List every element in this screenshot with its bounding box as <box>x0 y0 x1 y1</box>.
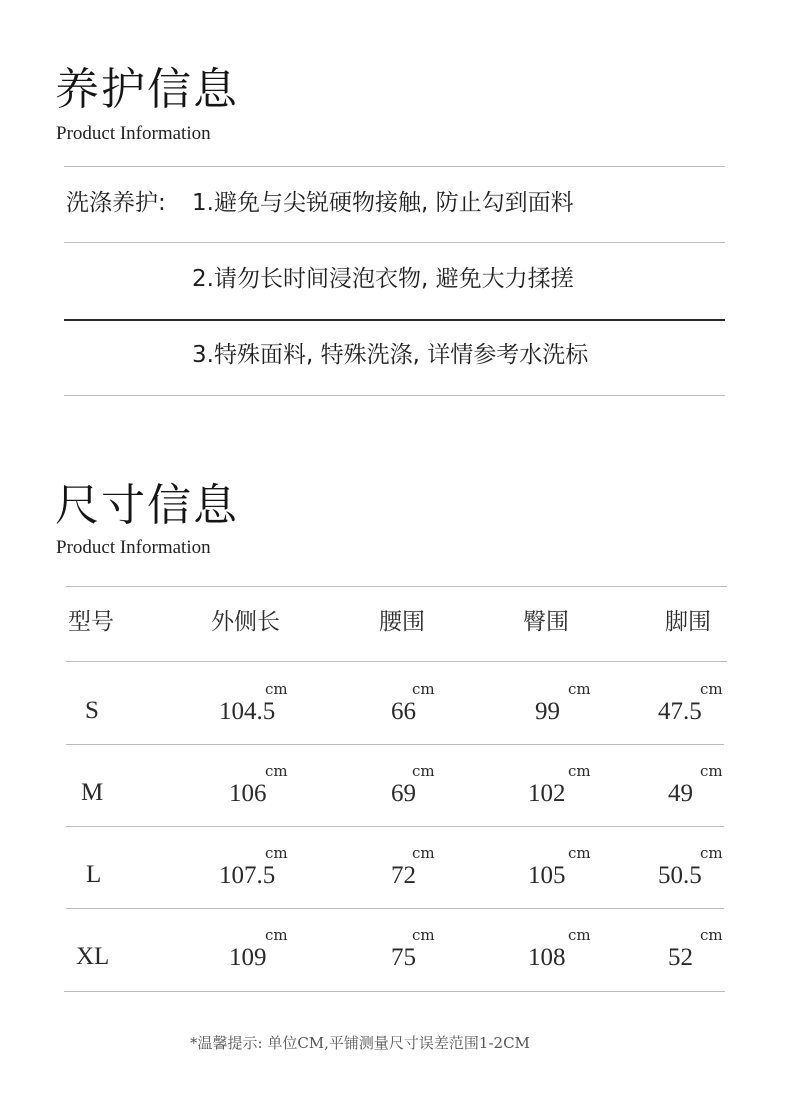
row-rule <box>66 826 724 827</box>
cell-value: 66 <box>391 698 416 725</box>
unit-label: cm <box>412 680 435 698</box>
divider-dark <box>64 319 725 321</box>
unit-label: cm <box>700 762 723 780</box>
header-hip: 臀围 <box>523 609 569 635</box>
header-size: 型号 <box>68 609 114 635</box>
size-title: 尺寸信息 <box>55 480 239 531</box>
divider <box>64 166 725 167</box>
row-rule <box>66 744 724 745</box>
size-note: *温馨提示: 单位CM,平铺测量尺寸误差范围1-2CM <box>190 1034 530 1052</box>
unit-label: cm <box>568 926 591 944</box>
row-size: L <box>86 861 102 888</box>
row-rule <box>66 908 724 909</box>
table-bottom-rule <box>64 991 725 992</box>
care-title: 养护信息 <box>55 64 239 115</box>
unit-label: cm <box>700 926 723 944</box>
care-item-1: 1.避免与尖锐硬物接触, 防止勾到面料 <box>192 190 574 216</box>
row-size: M <box>81 779 104 806</box>
unit-label: cm <box>568 844 591 862</box>
divider <box>64 395 725 396</box>
cell-value: 72 <box>391 862 416 889</box>
care-label: 洗涤养护: <box>66 190 166 216</box>
table-top-rule <box>66 586 727 587</box>
cell-value: 107.5 <box>219 862 276 889</box>
unit-label: cm <box>568 762 591 780</box>
cell-value: 50.5 <box>658 862 702 889</box>
cell-value: 75 <box>391 944 416 971</box>
cell-value: 105 <box>528 862 566 889</box>
row-size: S <box>85 697 99 724</box>
unit-label: cm <box>265 762 288 780</box>
cell-value: 47.5 <box>658 698 702 725</box>
header-outer-length: 外侧长 <box>211 609 280 635</box>
cell-value: 109 <box>229 944 267 971</box>
size-subtitle: Product Information <box>56 537 211 558</box>
unit-label: cm <box>412 762 435 780</box>
cell-value: 106 <box>229 780 267 807</box>
header-hem: 脚围 <box>665 609 711 635</box>
care-item-3: 3.特殊面料, 特殊洗涤, 详情参考水洗标 <box>192 342 589 368</box>
cell-value: 102 <box>528 780 566 807</box>
cell-value: 99 <box>535 698 560 725</box>
row-size: XL <box>76 943 110 970</box>
unit-label: cm <box>265 680 288 698</box>
cell-value: 104.5 <box>219 698 276 725</box>
unit-label: cm <box>412 844 435 862</box>
unit-label: cm <box>700 844 723 862</box>
cell-value: 49 <box>668 780 693 807</box>
header-waist: 腰围 <box>379 609 425 635</box>
unit-label: cm <box>412 926 435 944</box>
divider <box>64 242 725 243</box>
unit-label: cm <box>265 926 288 944</box>
cell-value: 69 <box>391 780 416 807</box>
unit-label: cm <box>265 844 288 862</box>
cell-value: 108 <box>528 944 566 971</box>
table-header-rule <box>66 661 727 662</box>
unit-label: cm <box>568 680 591 698</box>
care-item-2: 2.请勿长时间浸泡衣物, 避免大力揉搓 <box>192 266 574 292</box>
cell-value: 52 <box>668 944 693 971</box>
unit-label: cm <box>700 680 723 698</box>
care-subtitle: Product Information <box>56 123 211 144</box>
